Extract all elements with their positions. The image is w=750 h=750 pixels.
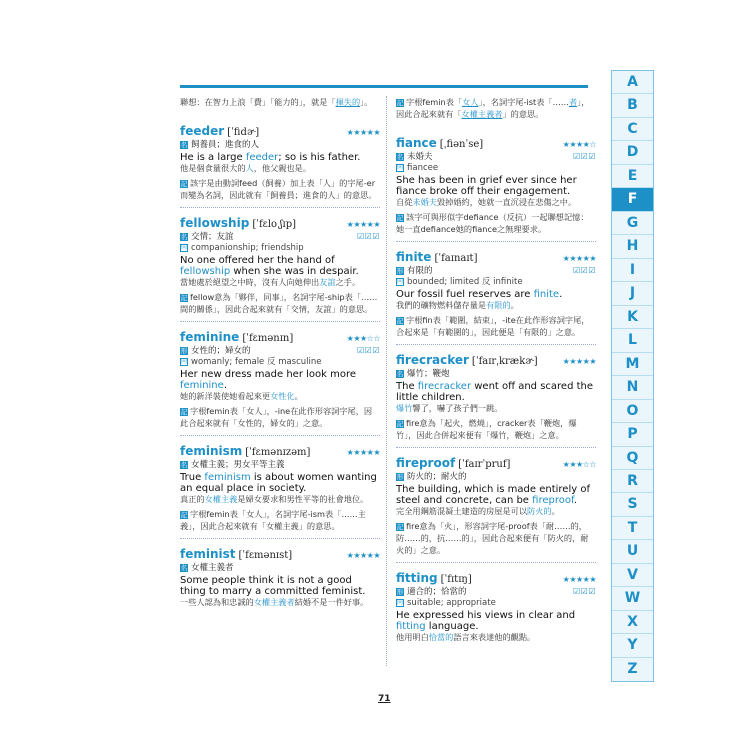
pos-badge: 形 <box>396 266 404 275</box>
entry-head <box>396 349 596 368</box>
rc-d: 者 <box>568 97 578 107</box>
memory-note <box>396 520 596 556</box>
en-highlight: finite <box>533 289 560 300</box>
continuation-highlight: 揮失的 <box>335 97 361 107</box>
example-zh <box>180 391 380 402</box>
memory-note <box>180 177 380 201</box>
zh-b: 。 <box>551 506 560 516</box>
meaning: 女權主義者 <box>191 563 234 573</box>
star-rating: ★★★★★ <box>346 128 380 137</box>
index-tab-s[interactable]: S <box>612 493 653 516</box>
en-b: went off and scared the little children. <box>396 381 594 403</box>
entry-head <box>396 452 596 471</box>
zh-b: 。 <box>510 300 519 310</box>
synonym-icon: 同 <box>397 277 404 285</box>
star-rating: ★★★★★ <box>562 575 596 584</box>
meaning-row <box>396 471 596 483</box>
meaning-row <box>180 231 380 243</box>
memo-icon: 記 <box>396 98 404 107</box>
pronunciation: [ˈfɛmənɪzəm] <box>245 447 311 458</box>
zh-b: 之手。 <box>335 277 361 287</box>
rc-c: 」，名詞字尾-ist表「…… <box>478 97 569 107</box>
zh-b: 。 <box>294 391 303 401</box>
column-divider <box>386 96 387 666</box>
synonyms <box>396 277 596 288</box>
entry-head <box>180 543 380 562</box>
en-b: is about women wanting an equal place in society. <box>180 472 377 494</box>
example-zh <box>396 403 596 414</box>
meaning-row <box>396 265 596 277</box>
en-a: True <box>180 472 205 483</box>
en-highlight: fellowship <box>180 266 231 277</box>
check-boxes: ☑☑☑ <box>356 346 380 355</box>
en-a: He expressed his views in clear and <box>396 610 576 621</box>
memo-icon: 記 <box>396 522 404 531</box>
synonym-icon: 同 <box>397 598 404 606</box>
rc-f: 女權主義者 <box>461 109 503 119</box>
star-rating: ★★★★☆ <box>562 140 596 149</box>
index-tab-k[interactable]: K <box>612 306 653 329</box>
note-text: 字根femin表「女人」，-ine在此作形容詞字尾，因此合起來就有「女性的，婦女的」之意。 <box>180 406 373 428</box>
note-text: fire意為「火」，形容詞字尾-proof表「耐……的，防……的，抗……的」，因此合起來便有「防火的，耐火的」之意。 <box>396 521 589 555</box>
en-b: . <box>223 380 227 391</box>
zh-a: 真正的 <box>180 494 205 504</box>
meaning-row <box>180 562 380 574</box>
star-rating: ★★★☆☆ <box>346 334 380 343</box>
check-boxes: ☑☑☑ <box>572 266 596 275</box>
entry-head <box>396 567 596 586</box>
synonym-text: fiancee <box>407 163 439 173</box>
entry-fiance <box>396 128 596 235</box>
example-en <box>396 484 596 506</box>
synonyms <box>396 598 596 609</box>
meaning-row <box>396 151 596 163</box>
entry-finite <box>396 241 596 338</box>
index-tab-a[interactable]: A <box>612 71 653 94</box>
pos-badge: 名 <box>180 232 188 241</box>
zh-a: 當她處於絕望之中時，沒有人向她伸出 <box>180 277 320 287</box>
memory-note <box>180 405 380 429</box>
index-tab-w[interactable]: W <box>612 587 653 610</box>
page-number: 71 <box>378 694 391 704</box>
zh-a: 他用明白 <box>396 632 429 642</box>
star-rating: ★★★★★ <box>346 448 380 457</box>
pronunciation: [ˈfaɪrˈpruf] <box>458 459 511 470</box>
star-rating: ★★★★★ <box>346 551 380 560</box>
en-a: Our fossil fuel reserves are <box>396 289 534 300</box>
meaning: 適合的；恰當的 <box>407 587 467 597</box>
en-a: Her new dress made her look more <box>180 369 357 380</box>
memo-icon: 記 <box>180 407 188 416</box>
meaning-row <box>180 139 380 151</box>
memory-note <box>180 291 380 315</box>
meaning: 有限的 <box>407 266 433 276</box>
synonym-icon: 同 <box>181 357 188 365</box>
index-tab-n[interactable]: N <box>612 376 653 399</box>
example-zh <box>396 197 596 208</box>
en-a: The <box>396 381 418 392</box>
star-rating: ★★★★★ <box>562 357 596 366</box>
headword: feminist <box>180 547 236 561</box>
headword: fireproof <box>396 456 456 470</box>
index-tab-j[interactable]: J <box>612 282 653 305</box>
pos-badge: 名 <box>396 152 404 161</box>
index-tab-d[interactable]: D <box>612 141 653 164</box>
memo-icon: 記 <box>396 419 404 428</box>
index-tab-c[interactable]: C <box>612 118 653 141</box>
pos-badge: 形 <box>180 346 188 355</box>
example-zh <box>180 277 380 288</box>
pos-badge: 名 <box>396 369 404 378</box>
example-en <box>180 369 380 391</box>
entry-head <box>180 440 380 459</box>
synonym-icon: 同 <box>181 243 188 251</box>
memory-note <box>396 417 596 441</box>
top-rule <box>180 85 588 88</box>
en-highlight: fitting <box>396 621 426 632</box>
en-a: Some people think it is not a good thing to marry a committed feminist. <box>180 575 366 597</box>
headword: feminism <box>180 444 243 458</box>
example-en <box>396 175 596 197</box>
example-zh <box>180 494 380 505</box>
example-zh <box>396 632 596 643</box>
zh-highlight: 女權主義 <box>204 494 238 504</box>
en-highlight: fireproof <box>532 495 574 506</box>
zh-highlight: 女權主義者 <box>253 597 295 607</box>
entry-head <box>180 326 380 345</box>
zh-highlight: 有限的 <box>486 300 511 310</box>
example-en <box>396 610 596 632</box>
example-en <box>180 472 380 494</box>
zh-b: ，他父親也是。 <box>253 163 312 173</box>
index-tab-x[interactable]: X <box>612 611 653 634</box>
index-tab-u[interactable]: U <box>612 540 653 563</box>
index-tab-l[interactable]: L <box>612 329 653 352</box>
star-rating: ★★★★★ <box>346 220 380 229</box>
zh-highlight: 防火的 <box>527 506 552 516</box>
memory-note <box>396 211 596 235</box>
memo-icon: 記 <box>180 510 188 519</box>
example-zh <box>396 506 596 517</box>
entry-fellowship <box>180 207 380 315</box>
pronunciation: [ˈfɛloˌʃɪp] <box>252 219 297 230</box>
synonyms <box>396 163 596 174</box>
en-highlight: feminism <box>204 472 251 483</box>
zh-a: 他是個食量很大的 <box>180 163 246 173</box>
continuation-end: 」。 <box>360 97 373 107</box>
zh-highlight: 爆竹 <box>396 403 413 413</box>
right-continuation <box>396 96 596 120</box>
zh-highlight: 未婚夫 <box>412 197 437 207</box>
example-zh <box>180 597 380 608</box>
index-tab-z[interactable]: Z <box>627 660 638 677</box>
star-rating: ★★★★★ <box>562 254 596 263</box>
index-tab-h[interactable]: H <box>612 235 653 258</box>
en-a: He is a large <box>180 152 246 163</box>
meaning: 交情；友誼 <box>191 232 234 242</box>
index-tab-g[interactable]: G <box>612 212 653 235</box>
en-highlight: feeder <box>245 152 279 163</box>
meaning: 未婚夫 <box>407 152 433 162</box>
rc-b: 女人 <box>462 97 479 107</box>
entry-fireproof <box>396 447 596 556</box>
entry-feminine <box>180 321 380 429</box>
index-tab-b[interactable]: B <box>612 94 653 117</box>
example-en <box>396 381 596 403</box>
en-highlight: feminine <box>180 380 224 391</box>
pronunciation: [ˈfɪtɪŋ] <box>440 574 472 585</box>
check-boxes: ☑☑☑ <box>356 232 380 241</box>
meaning: 女權主義；男女平等主義 <box>191 460 285 470</box>
alphabet-index <box>611 70 654 682</box>
en-b: ; so is his father. <box>278 152 361 163</box>
zh-a: 我們的礦物燃料儲存量是 <box>396 300 487 310</box>
zh-a: 自從 <box>396 197 413 207</box>
pronunciation: [ˈfidɚ] <box>227 127 260 138</box>
zh-a: 一些人認為和忠誠的 <box>180 597 254 607</box>
pronunciation: [ˈfaɪnaɪt] <box>434 253 478 264</box>
index-tab-e[interactable]: E <box>612 165 653 188</box>
check-boxes: ☑☑☑ <box>572 587 596 596</box>
headword: feeder <box>180 124 225 138</box>
headword: firecracker <box>396 353 469 367</box>
en-a: She has been in grief ever since her fiance broke off their engagement. <box>396 175 577 197</box>
index-tab-f[interactable]: F <box>612 188 653 211</box>
memo-icon: 記 <box>396 316 404 325</box>
memo-icon: 記 <box>180 179 188 188</box>
headword: fiance <box>396 136 437 150</box>
example-en <box>180 575 380 597</box>
entry-feeder <box>180 116 380 201</box>
memory-note <box>396 314 596 338</box>
zh-b: 毀掉婚約，她就一直沉浸在悲傷之中。 <box>436 197 577 207</box>
note-text: 該字可與形似字defiance（反抗）一起聯想記憶：她一直defiance她的fiance之無理要求。 <box>396 212 589 234</box>
synonym-text: womanly; female 反 masculine <box>191 357 322 367</box>
index-tab-v[interactable]: V <box>612 564 653 587</box>
example-en <box>180 152 380 163</box>
left-continuation <box>180 96 380 108</box>
en-b: language. <box>425 621 479 632</box>
index-tab-i[interactable]: I <box>612 259 653 282</box>
en-b: . <box>573 495 577 506</box>
headword: fellowship <box>180 216 250 230</box>
synonym-text: bounded; limited 反 infinite <box>407 277 523 287</box>
right-column <box>396 96 596 649</box>
en-a: The building, which is made entirely of steel and concrete, can be <box>396 484 590 506</box>
meaning-row <box>180 345 380 357</box>
index-tab-p[interactable]: P <box>612 423 653 446</box>
synonym-icon: 同 <box>397 163 404 171</box>
entry-feminism <box>180 435 380 532</box>
pronunciation: [ˈfɛmənɪn] <box>242 333 294 344</box>
index-tab-q[interactable]: Q <box>612 447 653 470</box>
zh-b: 是婦女要求和男性平等的社會地位。 <box>237 494 369 504</box>
entry-head <box>180 212 380 231</box>
pos-badge: 名 <box>180 140 188 149</box>
continuation-text: 聯想：在智力上浪「費」「能力的」，就是「 <box>180 97 336 107</box>
zh-highlight: 人 <box>245 163 254 173</box>
headword: feminine <box>180 330 240 344</box>
entry-fitting <box>396 562 596 643</box>
en-b: . <box>559 289 563 300</box>
zh-a: 完全用鋼筋混凝土建造的房屋是可以 <box>396 506 528 516</box>
meaning: 飼養員；進食的人 <box>191 140 260 150</box>
index-tab-t[interactable]: T <box>612 517 653 540</box>
index-tab-o[interactable]: O <box>612 400 653 423</box>
pos-badge: 名 <box>180 563 188 572</box>
synonym-text: suitable; appropriate <box>407 598 496 608</box>
meaning-row <box>180 459 380 471</box>
left-column <box>180 96 380 614</box>
note-text: 該字是由動詞feed（飼養）加上表「人」的字尾-er而變為名詞，因此就有「飼養員；進食的人」的意思。 <box>180 178 377 200</box>
note-text: fellow意為「夥伴，同事」，名詞字尾-ship表「……間的關係」，因此合起來就有「交情，友誼」的意思。 <box>180 292 378 314</box>
rc-a: 字根femin表「 <box>406 97 463 107</box>
index-tab-m[interactable]: M <box>612 353 653 376</box>
meaning-row <box>396 368 596 380</box>
note-text: 字根fin表「範圍，結束」，-ite在此作形容詞字尾，合起來是「有範圍的」，因此便是「有限的」之意。 <box>396 315 590 337</box>
star-rating: ★★★☆☆ <box>562 460 596 469</box>
pos-badge: 形 <box>396 472 404 481</box>
zh-highlight: 友誼 <box>319 277 336 287</box>
headword: finite <box>396 250 432 264</box>
meaning: 女性的；婦女的 <box>191 346 251 356</box>
synonyms <box>180 243 380 254</box>
memo-icon: 記 <box>396 213 404 222</box>
entry-head <box>396 132 596 151</box>
memory-note <box>180 508 380 532</box>
index-tab-y[interactable]: Y <box>612 634 653 657</box>
check-boxes: ☑☑☑ <box>572 152 596 161</box>
zh-highlight: 恰當的 <box>428 632 454 642</box>
en-a: No one offered her the hand of <box>180 255 335 266</box>
zh-b: 結婚不是一件好事。 <box>294 597 369 607</box>
example-zh <box>180 163 380 174</box>
zh-a: 她的新洋裝使她看起來更 <box>180 391 271 401</box>
headword: fitting <box>396 571 438 585</box>
synonyms <box>180 357 380 368</box>
rc-g: 」的意思。 <box>502 109 544 119</box>
meaning: 爆竹；鞭炮 <box>407 369 450 379</box>
pos-badge: 形 <box>396 587 404 596</box>
entry-head <box>396 246 596 265</box>
example-en <box>180 255 380 277</box>
right-entries <box>396 128 596 643</box>
example-zh <box>396 300 596 311</box>
pronunciation: [ˈfɛmənɪst] <box>238 550 293 561</box>
entry-firecracker <box>396 344 596 441</box>
pronunciation: [ˈfaɪrˌkrækɚ] <box>471 356 538 367</box>
synonym-text: companionship; friendship <box>191 243 304 253</box>
zh-highlight: 女性化 <box>270 391 295 401</box>
entry-feminist <box>180 538 380 608</box>
zh-b: 響了，嚇了孩子們一跳。 <box>412 403 503 413</box>
left-entries <box>180 116 380 608</box>
index-tab-r[interactable]: R <box>612 470 653 493</box>
entry-head <box>180 120 380 139</box>
en-highlight: firecracker <box>417 381 472 392</box>
pronunciation: [ˌfiənˈse] <box>439 139 484 150</box>
en-b: when she was in despair. <box>230 266 359 277</box>
note-text: fire意為「起火，燃燒」，cracker表「鞭炮，爆竹」，因此合併起來便有「爆竹，鞭炮」之意。 <box>396 418 577 440</box>
rc-e: 」，因此合起來就有「 <box>396 97 590 119</box>
example-en <box>396 289 596 300</box>
meaning: 防火的；耐火的 <box>407 472 467 482</box>
zh-b: 語言來表達他的觀點。 <box>453 632 536 642</box>
note-text: 字根femin表「女人」，名詞字尾-ism表「……主義」，因此合起來就有「女權主義」的意思。 <box>180 509 366 531</box>
pos-badge: 名 <box>180 460 188 469</box>
memo-icon: 記 <box>180 293 188 302</box>
meaning-row <box>396 586 596 598</box>
